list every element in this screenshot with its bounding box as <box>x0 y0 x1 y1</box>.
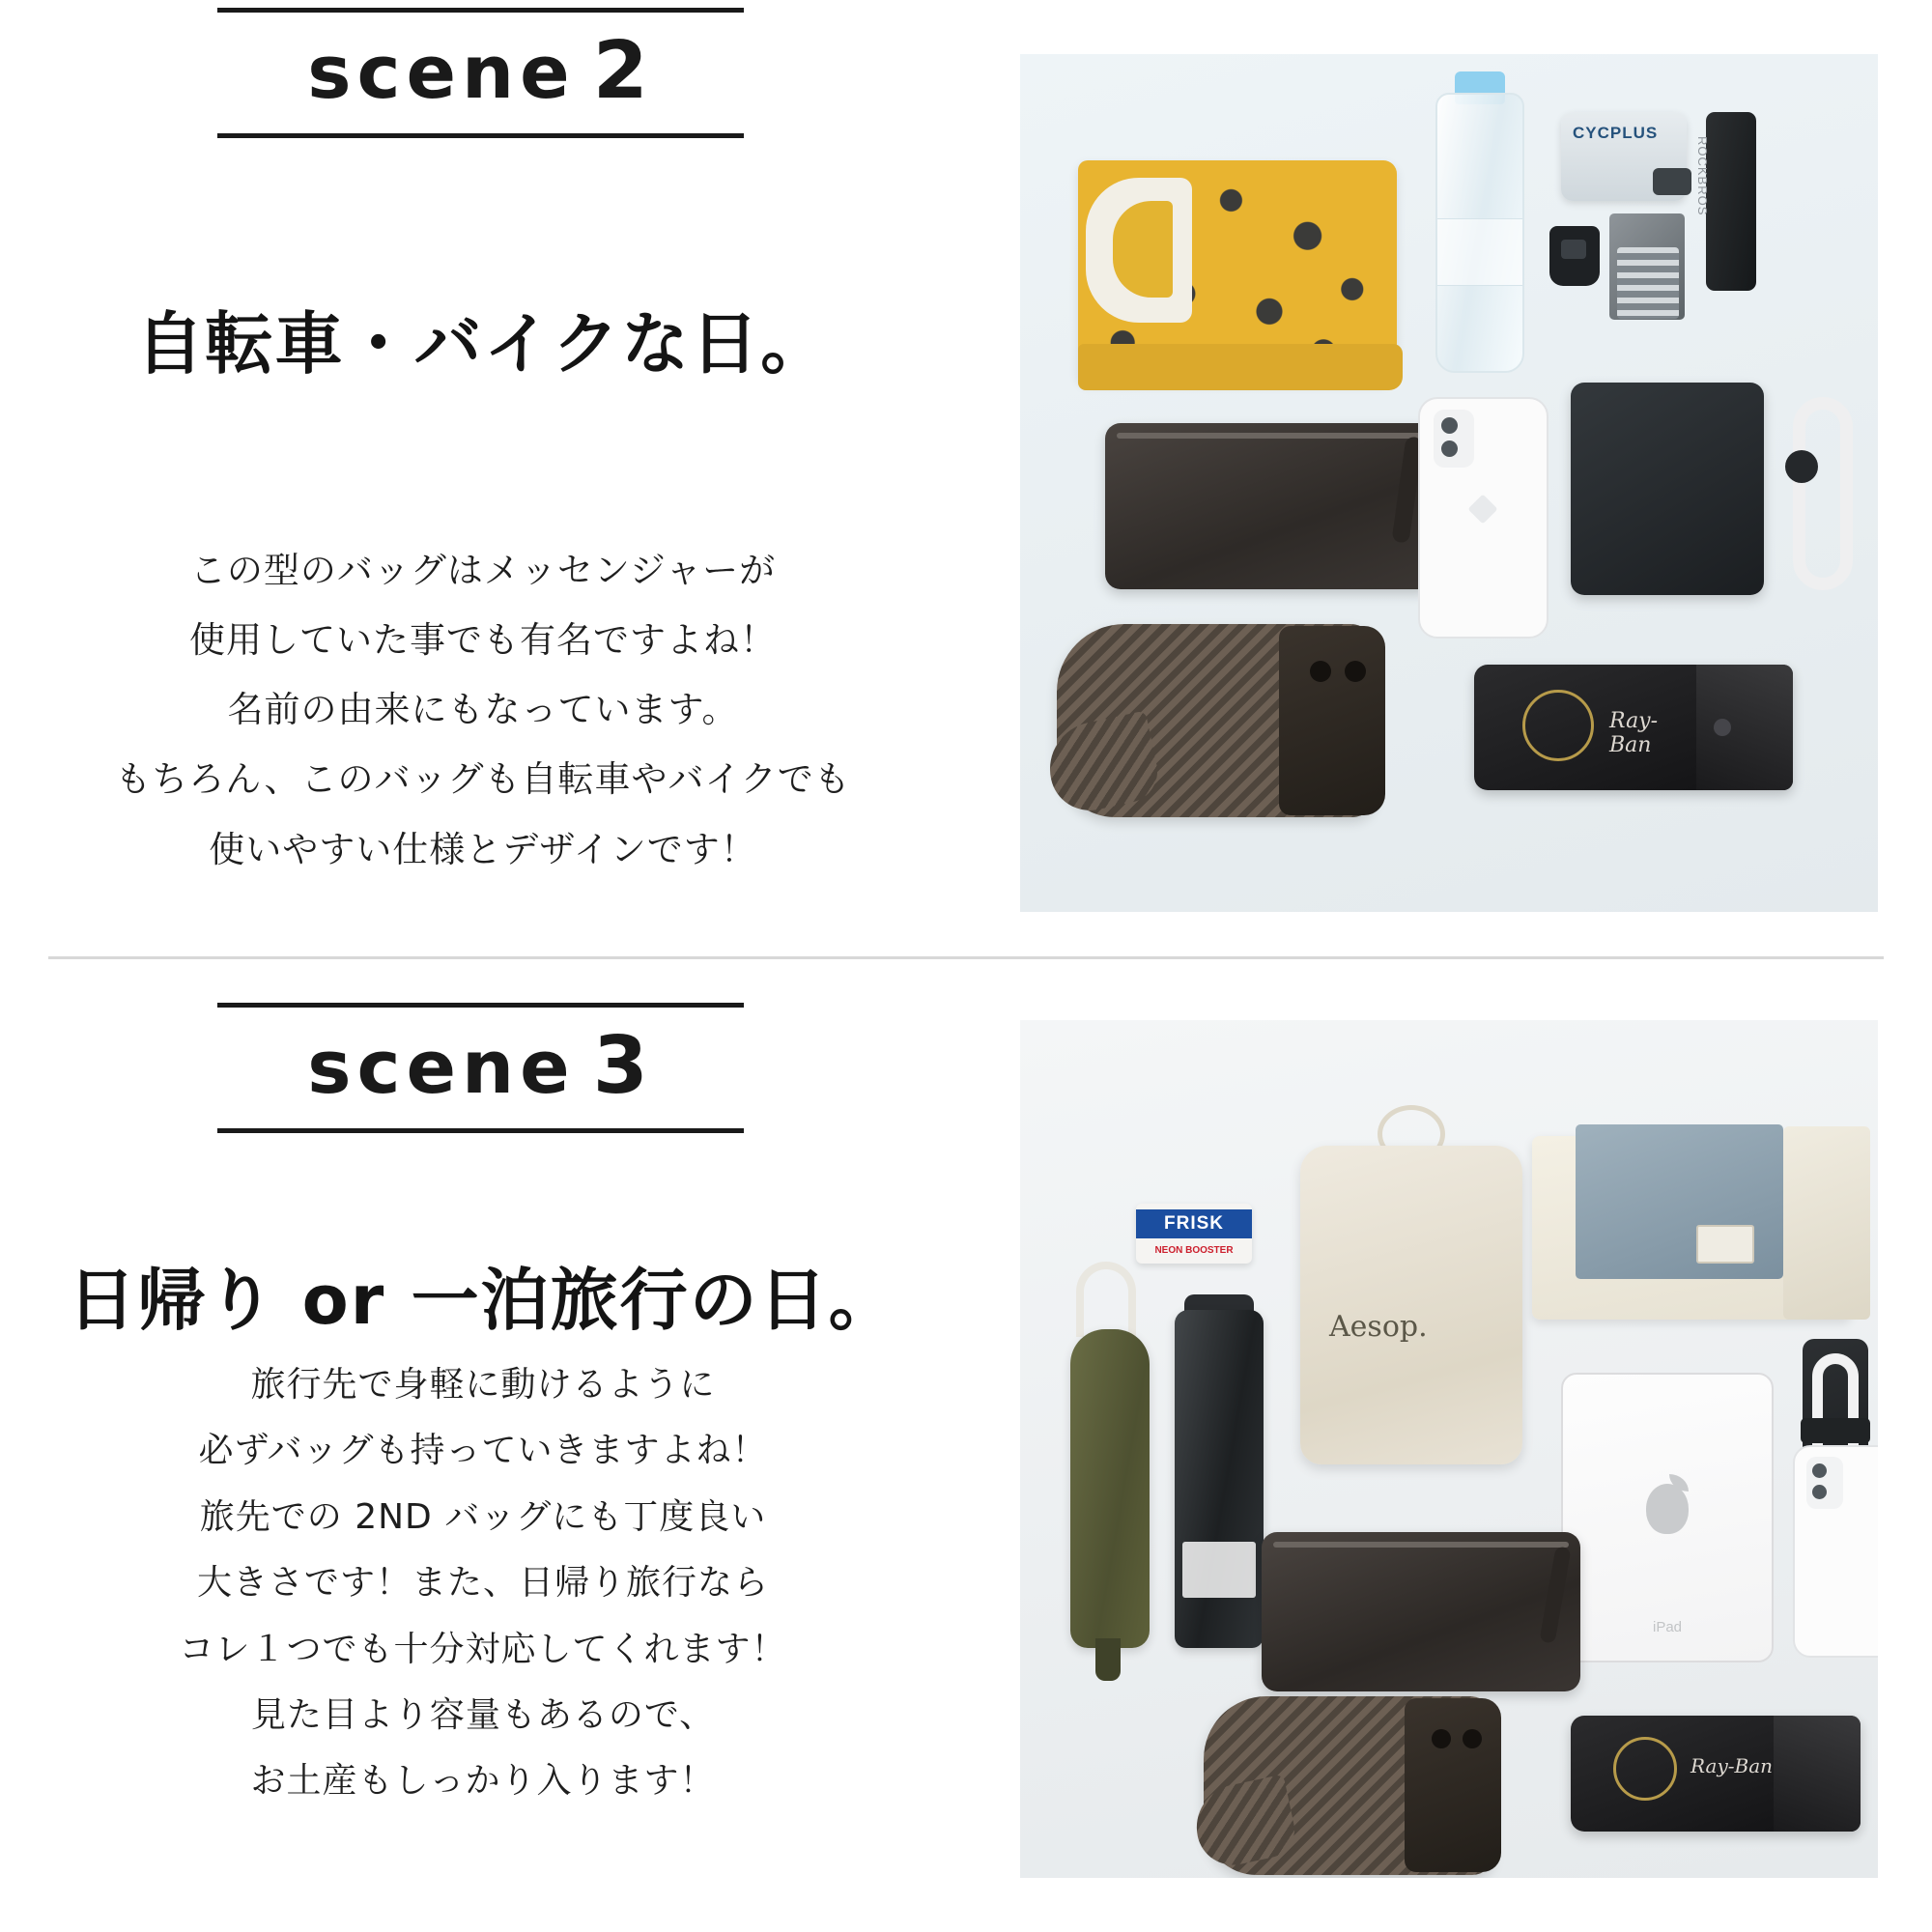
body-line: 大きさです！また、日帰り旅行なら <box>196 1563 769 1604</box>
bike-light <box>1706 112 1756 291</box>
body-line: 使いやすい仕様とデザインです！ <box>209 828 757 870</box>
sunglasses-case-badge <box>1613 1737 1677 1801</box>
scene-2-headline: 自転車・バイクな日。 <box>135 304 831 384</box>
scene-3-label-word: scene <box>307 1024 576 1110</box>
sunglasses-case-badge <box>1522 690 1594 761</box>
glove-button-icon <box>1463 1729 1482 1748</box>
scene-3-text-column <box>0 966 966 1932</box>
apple-logo-icon <box>1646 1484 1689 1534</box>
camera-lens-icon <box>1441 440 1458 457</box>
rule-bottom <box>217 1128 744 1133</box>
body-line: 旅行先で身軽に動けるように <box>250 1365 716 1405</box>
long-wallet <box>1105 423 1434 589</box>
mint-flavor-label: NEON BOOSTER <box>1154 1244 1234 1256</box>
glove-button-icon <box>1310 661 1331 682</box>
scene-3-photo-column <box>966 966 1932 1932</box>
thermos-label <box>1182 1542 1256 1598</box>
camera-lens-icon <box>1441 417 1458 434</box>
wallet-zipper <box>1273 1542 1569 1548</box>
case-snap-icon <box>1714 719 1731 736</box>
bike-clip-inner <box>1561 240 1586 259</box>
drawstring-pouch <box>1300 1146 1522 1464</box>
scene-2-flatlay-photo <box>1020 54 1878 912</box>
bike-light-brand: ROCKBROS <box>1695 136 1710 216</box>
smartphone-camera-module <box>1806 1457 1843 1509</box>
scene-2-number: 2 <box>592 25 654 117</box>
body-line: コレ１つでも十分対応してくれます！ <box>179 1629 787 1669</box>
scene-3-body-copy <box>0 1352 966 1815</box>
scene-2-photo-column <box>966 0 1932 966</box>
water-bottle-label <box>1437 218 1522 286</box>
section-divider <box>48 956 1884 959</box>
scene-2-text-column <box>0 0 966 966</box>
scene-3-section <box>0 966 1932 1932</box>
scene-2-label <box>217 13 744 133</box>
scene-2-label-block <box>217 8 744 138</box>
scene-3-headline: 日帰り or 一泊旅行の日。 <box>68 1261 898 1340</box>
body-line: 旅先での 2ND バッグにも丁度良い <box>199 1496 767 1537</box>
body-line: もちろん、このバッグも自転車やバイクでも <box>115 758 851 801</box>
umbrella-tip <box>1095 1638 1121 1681</box>
sunglasses-brand-label: Ray-Ban <box>1690 1754 1773 1777</box>
scene-3-label-block <box>217 1003 744 1133</box>
scene-2-label-word: scene <box>307 29 576 115</box>
scene-3-label <box>217 1008 744 1128</box>
scene-3-number: 3 <box>592 1020 654 1112</box>
wallet-zipper <box>1117 433 1422 439</box>
glove-cuff <box>1279 626 1385 815</box>
body-line: 必ずバッグも持っていきますよね！ <box>198 1431 768 1471</box>
pump-brand-label: CYCPLUS <box>1573 124 1659 142</box>
sunglasses-brand-label: Ray-Ban <box>1609 709 1659 757</box>
scene-2-body-copy <box>0 536 966 885</box>
cable-tie <box>1785 450 1818 483</box>
camera-lens-icon <box>1812 1485 1827 1499</box>
mint-brand-label: FRISK <box>1136 1209 1252 1238</box>
camera-lens-icon <box>1812 1463 1827 1478</box>
glove-cuff <box>1405 1698 1501 1872</box>
towel-tag <box>1696 1225 1754 1264</box>
sunglasses-case-flap <box>1774 1716 1861 1832</box>
body-line: お土産もしっかり入ります！ <box>250 1761 716 1802</box>
sunglasses-case-flap <box>1696 665 1793 790</box>
pouch-brand-label: Aesop. <box>1329 1310 1428 1344</box>
body-line: 使用していた事でも有名ですよね！ <box>189 619 777 662</box>
scene-3-flatlay-photo <box>1020 1020 1878 1878</box>
power-bank <box>1571 383 1764 595</box>
scarf-fold <box>1078 344 1403 390</box>
zip-folder <box>1783 1126 1870 1320</box>
tablet-label: iPad <box>1652 1619 1683 1635</box>
glove-button-icon <box>1432 1729 1451 1748</box>
rule-bottom <box>217 133 744 138</box>
body-line: 名前の由来にもなっています。 <box>227 689 739 731</box>
scarf-inner-panel <box>1113 201 1173 298</box>
usb-cable <box>1793 397 1853 590</box>
multitool-bits <box>1617 247 1679 319</box>
glove-button-icon <box>1345 661 1366 682</box>
cable-band <box>1801 1418 1870 1443</box>
body-line: 見た目より容量もあるので、 <box>250 1694 716 1735</box>
long-wallet <box>1262 1532 1580 1691</box>
folding-umbrella <box>1070 1329 1150 1648</box>
umbrella-strap <box>1076 1262 1136 1337</box>
body-line: この型のバッグはメッセンジャーが <box>189 550 777 591</box>
